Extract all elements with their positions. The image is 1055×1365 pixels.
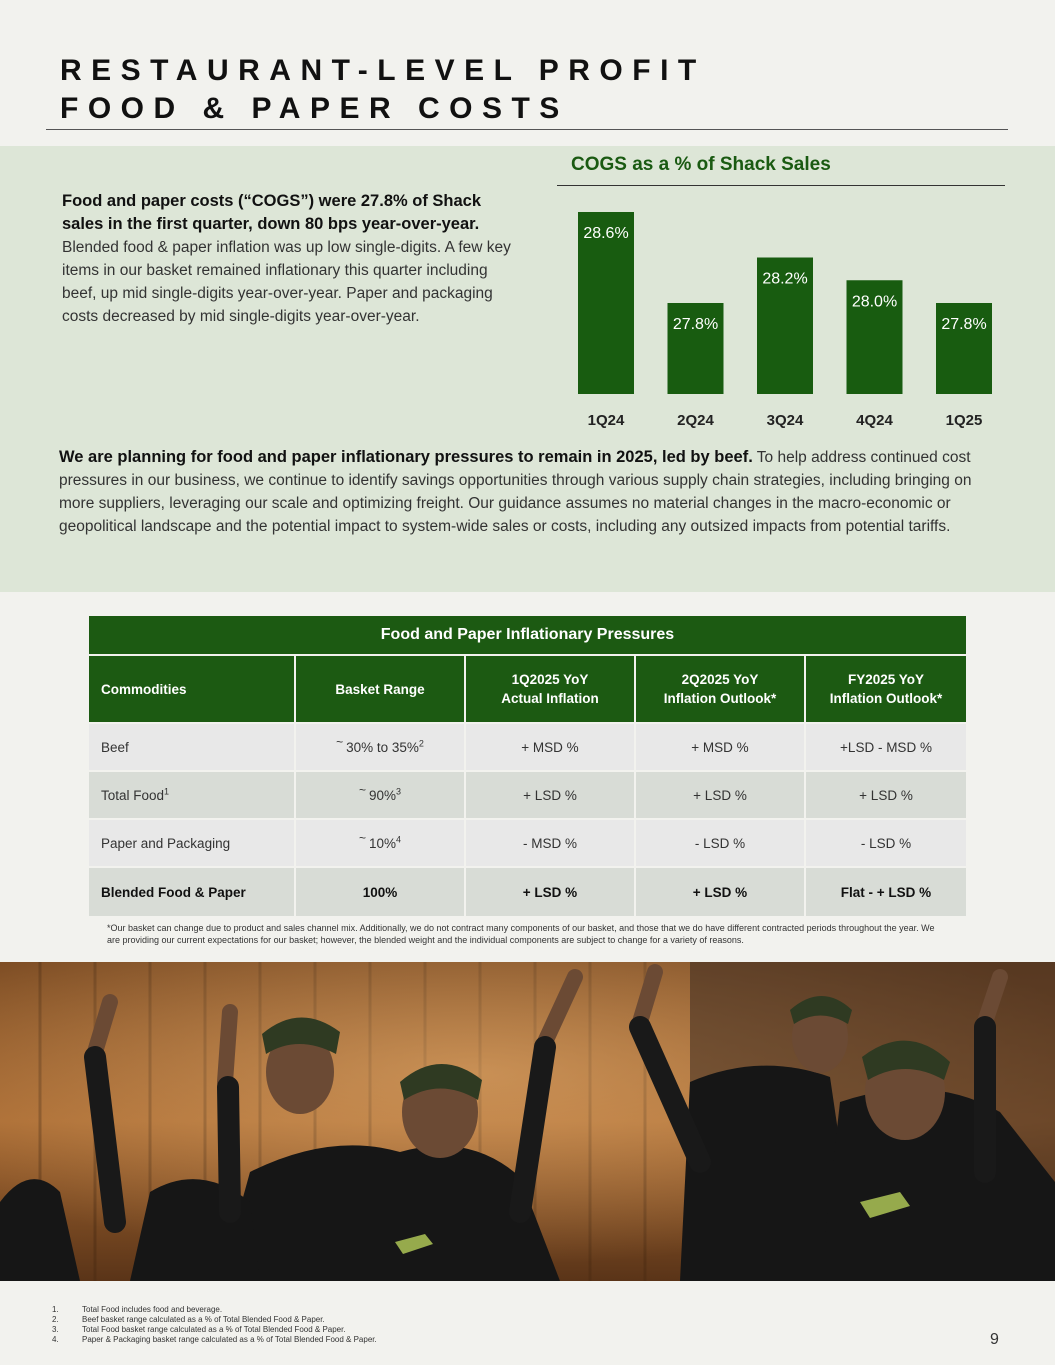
x-tick-label: 4Q24 (856, 412, 893, 429)
planning-text: To help address continued cost pressures in our business, we continue to identify savings opportunities through various supply chain strategies, including bringing on more suppliers, leveraging our scale and optimizing freight. Our guidance assumes no material changes in the macro-economic or geopolitical landscape and the potential impact to system-wide sales or costs, including any outsized impacts from potential tariffs. (59, 449, 972, 535)
approx-mark: ~ (336, 734, 344, 749)
footnotes-list (52, 1305, 377, 1345)
table-row (89, 723, 966, 771)
planning-bold: We are planning for food and paper inflationary pressures to remain in 2025, led by beef. (59, 448, 753, 466)
table-row (89, 819, 966, 867)
cell-basket (295, 867, 465, 916)
cogs-bar-chart (555, 190, 1005, 440)
cell-commodity (89, 771, 295, 819)
cell-fy: - LSD % (805, 819, 966, 867)
team-celebration-photo (0, 962, 1055, 1281)
bar-value-label: 27.8% (672, 316, 719, 333)
commodity-label: Paper and Packaging (101, 835, 231, 851)
cell-commodity (89, 819, 295, 867)
approx-mark: ~ (358, 782, 366, 797)
footnote-item (52, 1305, 377, 1315)
col-header-basket-range: Basket Range (295, 655, 465, 723)
cell-q2: + MSD % (635, 723, 805, 771)
cell-basket (295, 723, 465, 771)
col-header-2q2025-line1: 2Q2025 YoY (681, 672, 759, 687)
col-header-2q2025 (635, 655, 805, 723)
bar-value-label: 28.0% (851, 293, 898, 311)
table-caption: Food and Paper Inflationary Pressures (89, 616, 966, 655)
cell-commodity (89, 723, 295, 771)
footnote-item (52, 1315, 377, 1325)
page-number: 9 (990, 1331, 999, 1348)
col-header-1q2025-line1: 1Q2025 YoY (511, 672, 589, 687)
x-tick-label: 3Q24 (766, 412, 804, 429)
footnote-marker: 2 (418, 738, 424, 748)
commodity-label: Beef (101, 739, 129, 755)
page-title (60, 52, 706, 128)
bar-value-label: 27.8% (941, 316, 987, 333)
basket-value: 90% (368, 787, 397, 803)
basket-value: 10% (368, 835, 397, 851)
commodity-label: Blended Food & Paper (101, 884, 246, 900)
col-header-2q2025-line2: Inflation Outlook* (663, 691, 777, 706)
bar-value-label: 28.2% (762, 270, 808, 288)
planning-paragraph (59, 446, 994, 538)
footnote-text: Paper & Packaging basket range calculated as a % of Total Blended Food & Paper. (82, 1335, 377, 1344)
footnote-item (52, 1325, 377, 1335)
photo-illustration (0, 962, 1055, 1281)
cell-q1: + LSD % (465, 771, 635, 819)
cell-q1: + LSD % (465, 867, 635, 916)
col-header-fy2025-line2: Inflation Outlook* (829, 691, 943, 706)
x-tick-label: 2Q24 (677, 412, 714, 429)
cell-fy: +LSD - MSD % (805, 723, 966, 771)
bar-value-label: 28.6% (583, 225, 629, 242)
cell-fy: + LSD % (805, 771, 966, 819)
cell-basket (295, 819, 465, 867)
footnote-item (52, 1335, 377, 1345)
footnote-marker: 1 (164, 786, 170, 796)
table-total-row (89, 867, 966, 916)
title-line-1: RESTAURANT-LEVEL PROFIT (60, 54, 706, 87)
cell-q2: + LSD % (635, 867, 805, 916)
footnote-text: Total Food includes food and beverage. (82, 1305, 223, 1314)
col-header-1q2025-line2: Actual Inflation (501, 691, 599, 706)
basket-value: 30% to 35% (346, 739, 419, 755)
footnote-number: 1. (52, 1305, 59, 1314)
cell-fy: Flat - + LSD % (805, 867, 966, 916)
basket-disclaimer: *Our basket can change due to product and sales channel mix. Additionally, we do not contract many components of our basket, and those that we do have different contracted periods throughout the year. We are providing our current expectations for our basket; however, the blended weight and the individual components are subject to change for a variety of reasons. (107, 923, 935, 945)
title-divider (46, 129, 1008, 130)
intro-paragraph (62, 190, 517, 328)
footnote-text: Beef basket range calculated as a % of Total Blended Food & Paper. (82, 1315, 325, 1324)
cell-basket (295, 771, 465, 819)
col-header-fy2025 (805, 655, 966, 723)
basket-value: 100% (362, 884, 398, 900)
approx-mark: ~ (358, 830, 366, 845)
intro-text: Blended food & paper inflation was up low single-digits. A few key items in our basket remained inflationary this quarter including beef, up mid single-digits year-over-year. Paper and packaging costs decreased by mid single-digits year-over-year. (62, 239, 511, 325)
col-header-fy2025-line1: FY2025 YoY (847, 672, 925, 687)
inflation-table (89, 616, 966, 916)
cell-q1: - MSD % (465, 819, 635, 867)
footnote-text: Total Food basket range calculated as a % of Total Blended Food & Paper. (82, 1325, 346, 1334)
x-tick-label: 1Q25 (945, 412, 983, 429)
title-line-2: FOOD & PAPER COSTS (60, 92, 569, 125)
col-header-1q2025 (465, 655, 635, 723)
chart-title: COGS as a % of Shack Sales (571, 154, 831, 175)
footnote-marker: 4 (396, 834, 402, 844)
col-header-commodities: Commodities (89, 655, 295, 723)
intro-bold: Food and paper costs (“COGS”) were 27.8% of Shack sales in the first quarter, down 80 bps year-over-year. (62, 192, 482, 233)
cell-q2: - LSD % (635, 819, 805, 867)
commodity-label: Total Food (101, 787, 165, 803)
x-tick-label: 1Q24 (587, 412, 625, 429)
footnote-number: 3. (52, 1325, 59, 1334)
footnote-marker: 3 (396, 786, 402, 796)
cell-q2: + LSD % (635, 771, 805, 819)
footnote-number: 2. (52, 1315, 59, 1324)
table-row (89, 771, 966, 819)
cell-commodity (89, 867, 295, 916)
footnote-number: 4. (52, 1335, 59, 1344)
chart-title-rule (557, 185, 1005, 186)
cell-q1: + MSD % (465, 723, 635, 771)
